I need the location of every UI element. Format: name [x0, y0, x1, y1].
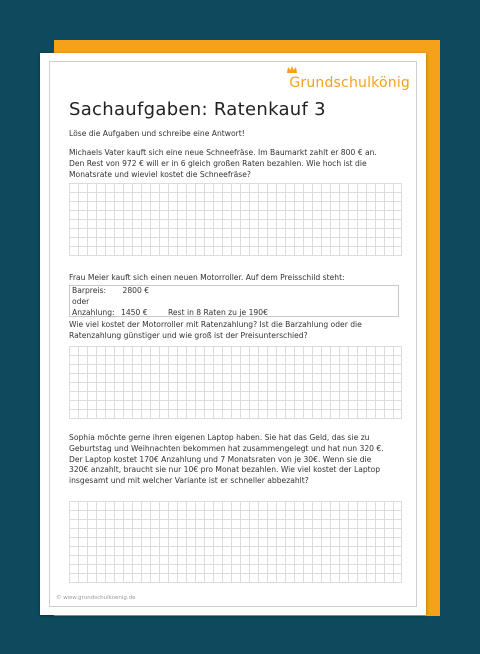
task3-line: Sophia möchte gerne ihren eigenen Laptop haben. Sie hat das Geld, das sie zu [69, 433, 370, 442]
cash-price-value: 2800 € [122, 286, 150, 295]
task3-text [69, 433, 399, 487]
answer-grid-1[interactable] [69, 183, 402, 256]
cash-price-label: Barpreis: [72, 286, 107, 295]
task2-line: Ratenzahlung günstiger und wie groß ist der Preisunterschied? [69, 330, 308, 340]
task2-line: Wie viel kostet der Motorroller mit Ratenzahlung? Ist die Barzahlung oder die [69, 320, 362, 329]
brand-logo [289, 75, 410, 91]
down-payment-label: Anzahlung: [72, 307, 115, 317]
crown-icon [287, 66, 297, 73]
or-label: oder [72, 296, 90, 306]
instruction-text: Löse die Aufgaben und schreibe eine Antwort! [69, 129, 245, 138]
task1-line: Den Rest von 972 € will er in 6 gleich großen Raten bezahlen. Wie hoch ist die [69, 158, 367, 168]
footer-copyright: © www.grundschulkoenig.de [56, 595, 136, 601]
price-tag-box [69, 285, 399, 317]
task3-line: 320€ anzahlt, braucht sie nur 10€ pro Monat bezahlen. Wie viel kostet der Laptop [69, 465, 381, 475]
task3-line: Der Laptop kostet 170€ Anzahlung und 7 Monatsraten von je 30€. Wenn sie die [69, 454, 372, 464]
task3-line: insgesamt und mit welcher Variante ist er schneller abbezahlt? [69, 476, 309, 486]
answer-grid-3[interactable] [69, 501, 402, 583]
answer-grid-2[interactable] [69, 346, 402, 419]
worksheet-page [40, 53, 426, 615]
task3-line: Geburtstag und Weihnachten bekommen hat zusammengelegt und hat nun 320 €. [69, 443, 384, 453]
task1-text [69, 148, 399, 180]
worksheet-title: Sachaufgaben: Ratenkauf 3 [69, 99, 326, 120]
task2-intro: Frau Meier kauft sich einen neuen Motorroller. Auf dem Preisschild steht: [69, 273, 345, 282]
task1-line: Monatsrate und wieviel kostet die Schneefräse? [69, 169, 251, 179]
installment-text: Rest in 8 Raten zu je 190€ [168, 307, 268, 317]
task2-question [69, 320, 399, 342]
task1-line: Michaels Vater kauft sich eine neue Schneefräse. Im Baumarkt zahlt er 800 € an. [69, 148, 377, 157]
down-payment-value: 1450 € [121, 307, 148, 317]
logo-text: Grundschulkönig [289, 75, 410, 91]
